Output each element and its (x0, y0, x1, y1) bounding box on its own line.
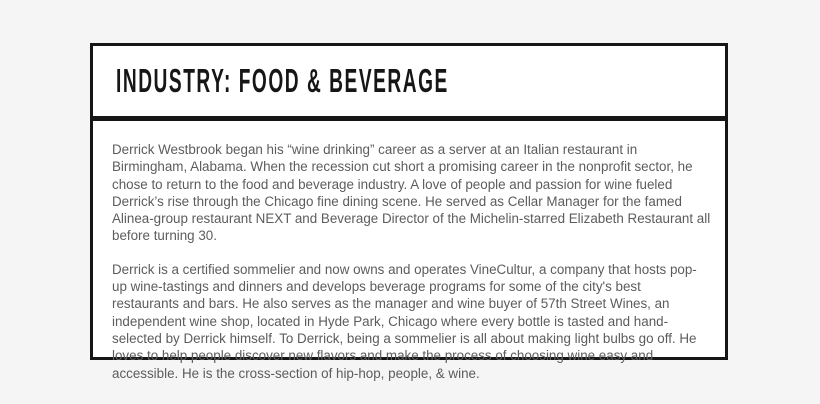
page-title: INDUSTRY: FOOD & BEVERAGE (116, 62, 449, 99)
card-header (90, 43, 728, 119)
bio-paragraph-2: Derrick is a certified sommelier and now owns and operates VineCultur, a company that hosts pop-up wine-tastings and dinners and develops beverage programs for some of the city's best restaurants and bars. He also serves as the manager and wine buyer of 57th Street Wines, an independent wine shop, located in Hyde Park, Chicago where every bottle is tasted and hand-selected by Derrick himself. To Derrick, being a sommelier is all about making light bulbs go off. He loves to help people discover new flavors and make the process of choosing wine easy and accessible. He is the cross-section of hip-hop, people, & wine. (112, 261, 697, 381)
bio-paragraph-1: Derrick Westbrook began his “wine drinking” career as a server at an Italian restaurant in Birmingham, Alabama. When the recession cut short a promising career in the nonprofit sector, he chose to return to the food and beverage industry. A love of people and passion for wine fueled Derrick’s rise through the Chicago fine dining scene. He served as Cellar Manager for the famed Alinea-group restaurant NEXT and Beverage Director of the Michelin-starred Elizabeth Restaurant all before turning 30. (112, 142, 711, 244)
card-body (90, 118, 728, 381)
